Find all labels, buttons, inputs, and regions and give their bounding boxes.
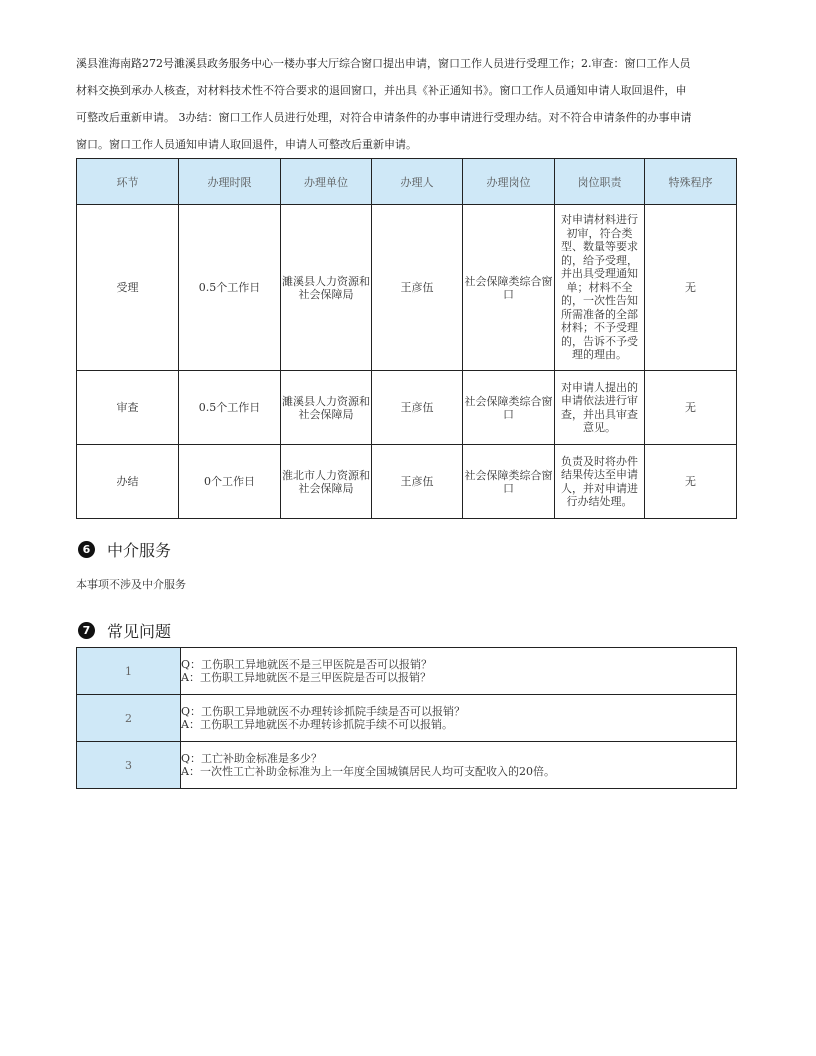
intro-line: 溪县淮海南路272号濉溪县政务服务中心一楼办事大厅综合窗口提出申请，窗口工作人员进行受理工作；2.审查：窗口工作人员 [76,57,691,70]
cell-unit: 濉溪县人力资源和社会保障局 [281,371,372,445]
header-special: 特殊程序 [645,159,737,205]
cell-unit: 濉溪县人力资源和社会保障局 [281,205,372,371]
section-title: 常见问题 [107,622,172,641]
header-duty: 岗位职责 [555,159,645,205]
cell-step: 受理 [77,205,179,371]
cell-time-limit: 0.5个工作日 [179,205,281,371]
duty-text: 对申请材料进行初审，符合类型、数量等要求的，给予受理，并出具受理通知单；材料不全的，一次性告知所需准备的全部材料；不予受理的，告诉不予受理的理由。 [561,213,638,362]
header-unit: 办理单位 [281,159,372,205]
faq-question: Q：工伤职工异地就医不办理转诊抓院手续是否可以报销？ [181,705,466,718]
section-title: 中介服务 [107,541,172,560]
cell-duty [555,205,645,371]
cell-step: 审查 [77,371,179,445]
cell-handler: 王彦伍 [372,445,463,519]
cell-special: 无 [645,205,737,371]
cell-duty [555,445,645,519]
section-number-badge: 6 [78,541,95,558]
faq-answer: A：工伤职工异地就医不是三甲医院是否可以报销？ [181,671,431,684]
faq-question: Q：工亡补助金标准是多少？ [181,752,323,765]
table-row [77,371,737,445]
intro-line: 材料交换到承办人核查，对材料技术性不符合要求的退回窗口，并出具《补正通知书》。窗口工作人员通知申请人取回退件，申 [76,84,687,97]
faq-answer: A：一次性工亡补助金标准为上一年度全国城镇居民人均可支配收入的20倍。 [181,765,555,778]
cell-handler: 王彦伍 [372,205,463,371]
header-time-limit: 办理时限 [179,159,281,205]
faq-row [77,648,737,695]
faq-question: Q：工伤职工异地就医不是三甲医院是否可以报销？ [181,658,433,671]
cell-post: 社会保障类综合窗口 [463,205,555,371]
header-post: 办理岗位 [463,159,555,205]
cell-post: 社会保障类综合窗口 [463,445,555,519]
duty-text: 对申请人提出的申请依法进行审查，并出具审查意见。 [561,380,638,434]
table-row [77,205,737,371]
cell-post: 社会保障类综合窗口 [463,371,555,445]
table-row [77,445,737,519]
faq-table [76,647,737,789]
cell-unit: 淮北市人力资源和社会保障局 [281,445,372,519]
duty-text: 负责及时将办件结果传达至申请人，并对申请进行办结处理。 [561,454,638,508]
faq-content [181,648,737,695]
header-step: 环节 [77,159,179,205]
faq-content [181,742,737,789]
faq-number: 2 [77,695,181,742]
faq-number: 1 [77,648,181,695]
header-handler: 办理人 [372,159,463,205]
section-heading-intermediary [78,538,171,561]
cell-step: 办结 [77,445,179,519]
cell-special: 无 [645,371,737,445]
faq-row [77,695,737,742]
section-heading-faq [78,619,171,642]
cell-duty [555,371,645,445]
faq-number: 3 [77,742,181,789]
faq-answer: A：工伤职工异地就医不办理转诊抓院手续不可以报销。 [181,718,453,731]
intro-line: 可整改后重新申请。 3办结：窗口工作人员进行处理，对符合申请条件的办事申请进行受理办结。对不符合申请条件的办事申请 [76,111,692,124]
cell-special: 无 [645,445,737,519]
cell-time-limit: 0个工作日 [179,445,281,519]
cell-time-limit: 0.5个工作日 [179,371,281,445]
intermediary-note: 本事项不涉及中介服务 [76,578,186,591]
faq-content [181,695,737,742]
intro-line: 窗口。窗口工作人员通知申请人取回退件，申请人可整改后重新申请。 [76,138,417,151]
section-number-badge: 7 [78,622,95,639]
process-table [76,158,737,519]
table-header-row [77,159,737,205]
intro-paragraph [76,50,740,158]
faq-row [77,742,737,789]
cell-handler: 王彦伍 [372,371,463,445]
